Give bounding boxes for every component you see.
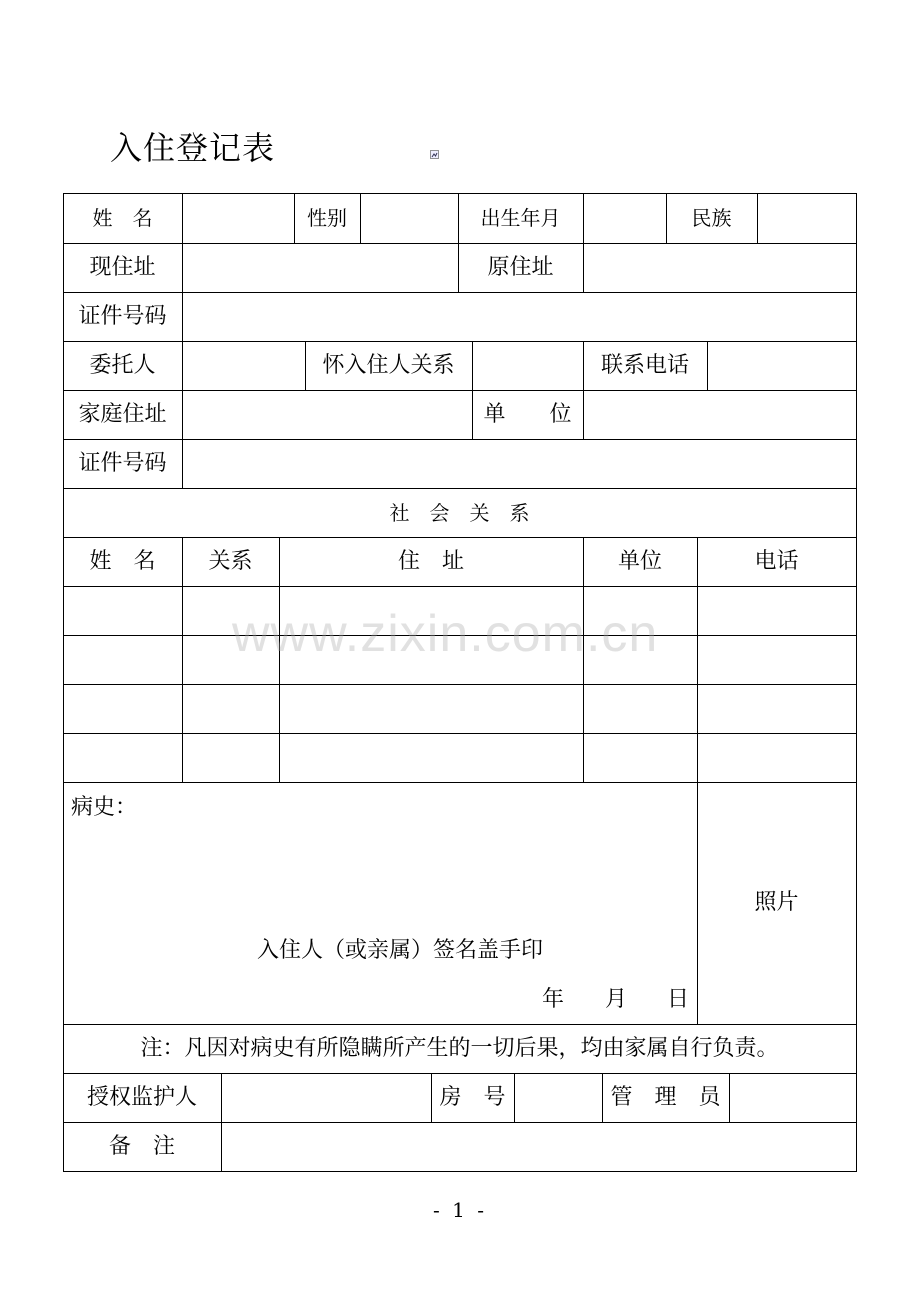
medical-history-field[interactable] xyxy=(64,830,696,930)
disclaimer-note: 注：凡因对病史有所隐瞒所产生的一切后果，均由家属自行负责。 xyxy=(140,1035,779,1061)
date-day-label: 日 xyxy=(667,987,690,1012)
signature-instruction: 入住人（或亲属）签名盖手印 xyxy=(257,938,544,963)
relation-to-resident-field[interactable] xyxy=(472,341,583,390)
former-address-field[interactable] xyxy=(583,243,856,292)
current-address-field[interactable] xyxy=(182,243,458,292)
work-unit-field[interactable] xyxy=(583,390,856,439)
manager-label: 管 理 员 xyxy=(610,1084,721,1110)
ethnicity-label: 民族 xyxy=(691,206,732,230)
agent-id-number-label: 证件号码 xyxy=(78,450,167,476)
birth-date-field[interactable] xyxy=(583,193,666,243)
ethnicity-field[interactable] xyxy=(757,193,856,243)
date-month-label: 月 xyxy=(605,987,628,1012)
relations-col-phone: 电话 xyxy=(754,548,799,574)
id-number-label: 证件号码 xyxy=(78,303,167,329)
date-year-label: 年 xyxy=(542,987,565,1012)
birth-date-label: 出生年月 xyxy=(480,206,561,230)
work-unit-label: 单 位 xyxy=(483,401,572,427)
guardian-field[interactable] xyxy=(221,1073,431,1122)
relations-row[interactable] xyxy=(63,586,856,635)
remark-field[interactable] xyxy=(221,1122,856,1171)
id-number-field[interactable] xyxy=(182,292,856,341)
former-address-label: 原住址 xyxy=(487,254,554,280)
contact-phone-label: 联系电话 xyxy=(600,352,689,378)
medical-history-label: 病史： xyxy=(71,795,138,820)
gender-field[interactable] xyxy=(360,193,458,243)
home-address-field[interactable] xyxy=(182,390,472,439)
image-placeholder-icon xyxy=(430,150,439,159)
current-address-label: 现住址 xyxy=(89,254,156,280)
remark-label: 备 注 xyxy=(108,1133,175,1159)
home-address-label: 家庭住址 xyxy=(78,401,167,427)
relations-col-relation: 关系 xyxy=(208,548,253,574)
relations-row[interactable] xyxy=(63,635,856,684)
relations-col-address: 住 址 xyxy=(397,548,464,574)
name-field[interactable] xyxy=(182,193,294,243)
agent-field[interactable] xyxy=(182,341,305,390)
contact-phone-field[interactable] xyxy=(707,341,856,390)
manager-field[interactable] xyxy=(729,1073,856,1122)
watermark-text: www.zixin.com.cn xyxy=(232,605,659,663)
room-number-field[interactable] xyxy=(514,1073,602,1122)
gender-label: 性别 xyxy=(307,206,347,230)
room-number-label: 房 号 xyxy=(439,1084,506,1110)
agent-label: 委托人 xyxy=(89,352,156,378)
page-number: - 1 - xyxy=(433,1198,487,1222)
guardian-label: 授权监护人 xyxy=(86,1084,197,1110)
relation-to-resident-label: 怀入住人关系 xyxy=(322,352,455,378)
relations-row[interactable] xyxy=(63,684,856,733)
relations-row[interactable] xyxy=(63,733,856,782)
form-title: 入住登记表 xyxy=(110,129,276,167)
name-label: 姓 名 xyxy=(92,206,153,230)
relations-col-unit: 单位 xyxy=(617,548,662,574)
social-relations-heading: 社 会 关 系 xyxy=(389,500,530,525)
photo-box[interactable]: 照片 xyxy=(754,890,799,915)
relations-col-name: 姓 名 xyxy=(89,548,156,574)
agent-id-number-field[interactable] xyxy=(182,439,856,488)
